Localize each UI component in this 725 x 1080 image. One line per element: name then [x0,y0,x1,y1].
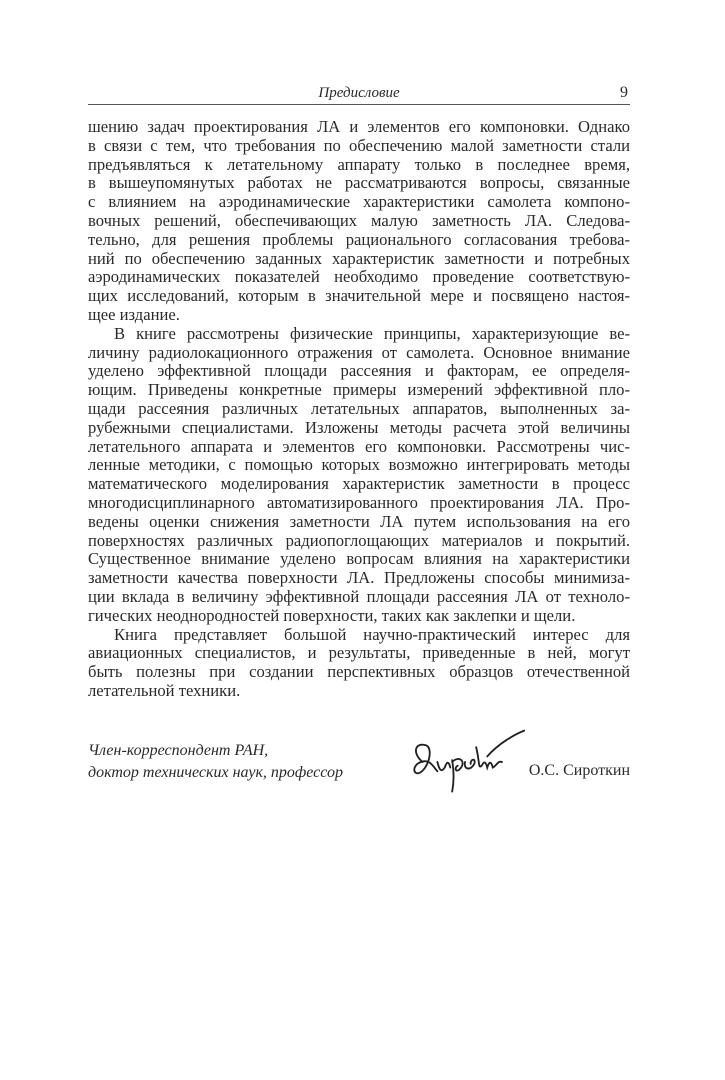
text-line: ции вклада в величину эффективной площади рассеяния ЛА от техноло- [88,586,630,606]
text-line: ний по обеспечению заданных характеристик заметности и потребных [88,248,630,268]
text-line: уделено эффективной площади рассеяния и факторам, ее определя- [88,361,630,381]
text-line: летательной техники. [88,680,241,700]
author-credentials [88,740,343,784]
text-line: заметности качества поверхности ЛА. Предложены способы минимиза- [88,568,630,588]
text-line: многодисциплинарного автоматизированного проектирования ЛА. Про- [88,492,630,512]
paragraph [88,626,630,701]
text-line: предъявляться к летательному аппарату только в последнее время, [88,154,630,174]
text-line: летательного аппарата и элементов его компоновки. Рассмотрены чис- [88,436,630,456]
running-header [88,84,630,105]
text-line: Существенное внимание уделено вопросам влияния на характеристики [88,549,630,569]
paragraph [88,118,630,325]
text-line: ведены оценки снижения заметности ЛА путем использования на его [88,511,630,531]
text-line: быть полезны при создании перспективных образцов отечественной [88,662,630,682]
text-line: поверхностях различных радиопоглощающих материалов и покрытий. [88,530,630,550]
text-line: в связи с тем, что требования по обеспечению малой заметности стали [88,135,630,155]
text-line: ленные методики, с помощью которых возможно интегрировать методы [88,455,630,475]
text-line: в вышеупомянутых работах не рассматриваются вопросы, связанные [88,173,630,193]
text-line: В книге рассмотрены физические принципы, характеризующие ве- [114,323,630,343]
text-line: Книга представляет большой научно-практический интерес для [114,624,630,644]
text-line: гических неоднородностей поверхности, таких как заклепки и щели. [88,605,576,625]
text-line: шению задач проектирования ЛА и элементов его компоновки. Однако [88,117,630,136]
text-line: аэродинамических показателей необходимо проведение соответствую- [88,267,630,287]
text-line: вочных решений, обеспечивающих малую заметность ЛА. Следова- [88,210,630,230]
text-line: тельно, для решения проблемы рационального согласования требова- [88,229,630,249]
text-line: с влиянием на аэродинамические характеристики самолета компоно- [88,192,630,212]
author-role-line2: доктор технических наук, профессор [88,764,343,781]
paragraph [88,325,630,626]
text-line: личину радиолокационного отражения от самолета. Основное внимание [88,342,630,362]
text-line: ющим. Приведены конкретные примеры измерений эффективной пло- [88,380,630,400]
text-line: щее издание. [88,304,180,324]
text-line: авиационных специалистов, и результаты, приведенные в ней, могут [88,643,630,663]
text-line: щади рассеяния различных летательных аппаратов, выполненных за- [88,398,630,418]
signature-block [88,740,630,800]
body-text [88,118,630,701]
running-title: Предисловие [318,85,400,101]
handwritten-signature [406,722,526,802]
author-name: О.С. Сироткин [528,762,630,779]
text-line: щих исследований, которым в значительной мере и посвящено настоя- [88,286,630,306]
text-line: математического моделирования характеристик заметности в процесс [88,474,630,494]
text-line: рубежными специалистами. Изложены методы расчета этой величины [88,417,630,437]
author-role-line1: Член-корреспондент РАН, [88,742,269,759]
page-number: 9 [620,84,628,101]
